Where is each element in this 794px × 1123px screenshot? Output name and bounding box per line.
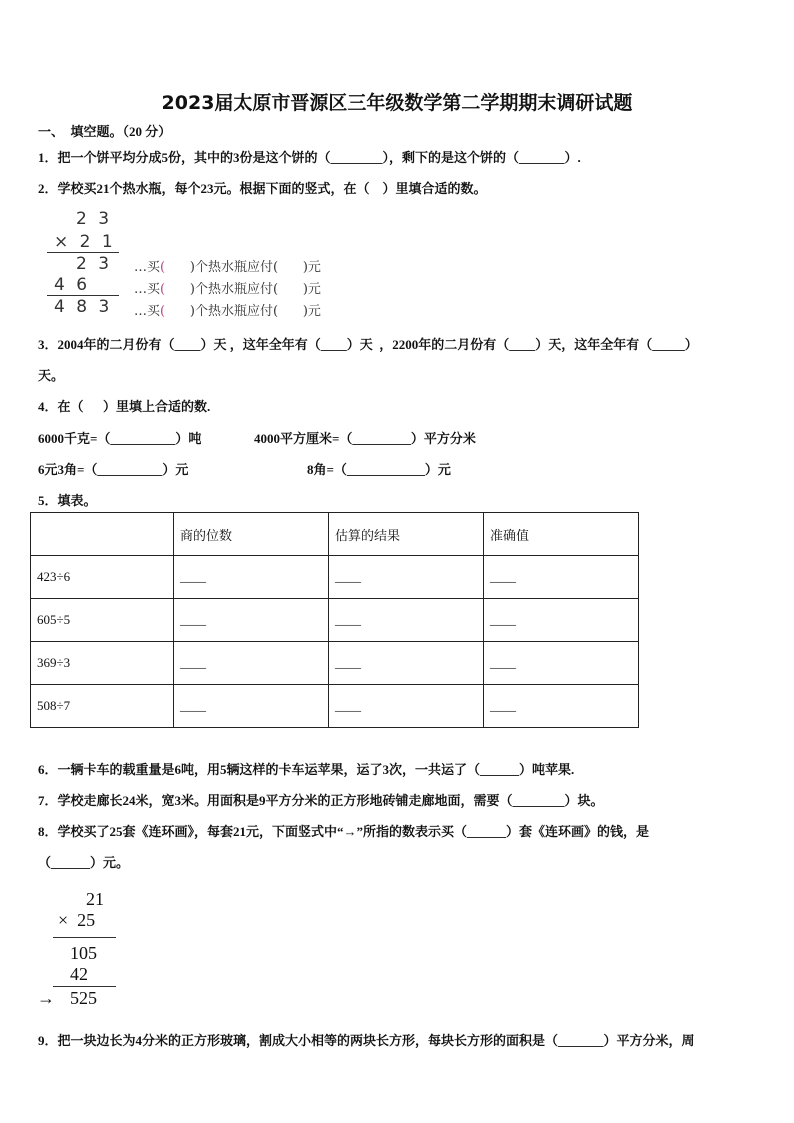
- question-4a: 6000千克=（__________）吨: [38, 431, 202, 446]
- table-cell: ____: [174, 685, 329, 728]
- hint-paren: (: [160, 304, 166, 319]
- table-cell: ____: [329, 599, 484, 642]
- calc-multiplier: × 2 1: [54, 232, 116, 252]
- question-3: 3．2004年的二月份有（____）天 ，这年全年有（____）天 ，2200年的二月份有（____）天，这年全年有（_____）: [38, 337, 698, 352]
- table-header-row: [31, 513, 639, 556]
- hint-row-3: [134, 300, 321, 319]
- question-4: 4．在（ ）里填上合适的数.: [38, 399, 211, 414]
- table-cell: 369÷3: [31, 642, 174, 685]
- section-heading: 一、 填空题。（20 分）: [38, 124, 172, 139]
- question-5: 5．填表。: [38, 493, 97, 508]
- table-cell: ____: [484, 642, 639, 685]
- page-title: 2023届太原市晋源区三年级数学第二学期期末调研试题: [161, 92, 633, 114]
- calc-partial-1: 105: [70, 943, 97, 963]
- table-header: [31, 513, 174, 556]
- table-row: [31, 642, 639, 685]
- table-cell: 423÷6: [31, 556, 174, 599]
- question-9: 9．把一块边长为4分米的正方形玻璃，割成大小相等的两块长方形，每块长方形的面积是（_______）平方分米，周: [38, 1033, 695, 1048]
- hint-suffix: )元: [302, 304, 321, 319]
- question-7: 7．学校走廊长24米，宽3米。用面积是9平方分米的正方形地砖铺走廊地面，需要（________）块。: [38, 793, 604, 808]
- hint-mid: )个热水瓶应付(: [189, 282, 279, 297]
- calc-multiplicand: 21: [86, 889, 104, 909]
- calc-multiplier: × 25: [58, 910, 96, 930]
- calc-partial-2: 4 6: [54, 275, 91, 295]
- hint-paren: (: [160, 282, 166, 297]
- table-row: [31, 685, 639, 728]
- calc-multiplicand: 2 3: [76, 209, 113, 229]
- question-8-cont: （______）元。: [38, 855, 130, 870]
- question-4c: 6元3角=（__________）元: [38, 462, 189, 477]
- question-4b: 4000平方厘米=（_________）平方分米: [254, 431, 476, 446]
- table-cell: ____: [174, 599, 329, 642]
- question-4d: 8角=（____________）元: [307, 462, 451, 477]
- table-cell: ____: [484, 599, 639, 642]
- table-row: [31, 599, 639, 642]
- hint-row-1: [134, 256, 321, 275]
- question-3-cont: 天。: [38, 368, 65, 383]
- hint-row-2: [134, 278, 321, 297]
- table-cell: ____: [329, 556, 484, 599]
- table-cell: ____: [174, 642, 329, 685]
- table-cell: ____: [484, 685, 639, 728]
- table-header: 估算的结果: [329, 513, 484, 556]
- question-6: 6．一辆卡车的载重量是6吨，用5辆这样的卡车运苹果，运了3次，一共运了（______）吨苹果.: [38, 762, 575, 777]
- hint-suffix: )元: [302, 282, 321, 297]
- table-cell: ____: [484, 556, 639, 599]
- hint-prefix: …买: [134, 260, 161, 275]
- calc-partial-2: 42: [70, 964, 88, 984]
- hint-prefix: …买: [134, 304, 161, 319]
- arrow-icon: →: [37, 988, 55, 1008]
- hint-prefix: …买: [134, 282, 161, 297]
- calc-result: 4 8 3: [54, 297, 113, 317]
- table-cell: ____: [329, 642, 484, 685]
- table-cell: ____: [329, 685, 484, 728]
- fill-table: [30, 512, 639, 728]
- question-8: 8．学校买了25套《连环画》，每套21元，下面竖式中“→”所指的数表示买（______）套《连环画》的钱，是: [38, 824, 650, 839]
- hint-mid: )个热水瓶应付(: [189, 260, 279, 275]
- question-1: 1．把一个饼平均分成5份，其中的3份是这个饼的（________），剩下的是这个饼的（_______）.: [38, 150, 581, 165]
- hint-paren: (: [160, 260, 166, 275]
- table-header: 商的位数: [174, 513, 329, 556]
- table-cell: ____: [174, 556, 329, 599]
- hint-suffix: )元: [302, 260, 321, 275]
- table-cell: 508÷7: [31, 685, 174, 728]
- hint-mid: )个热水瓶应付(: [189, 304, 279, 319]
- table-row: [31, 556, 639, 599]
- calc-partial-1: 2 3: [76, 254, 113, 274]
- table-cell: 605÷5: [31, 599, 174, 642]
- question-2: 2．学校买21个热水瓶，每个23元。根据下面的竖式，在（ ）里填合适的数。: [38, 181, 487, 196]
- calc-result: 525: [70, 988, 97, 1008]
- table-header: 准确值: [484, 513, 639, 556]
